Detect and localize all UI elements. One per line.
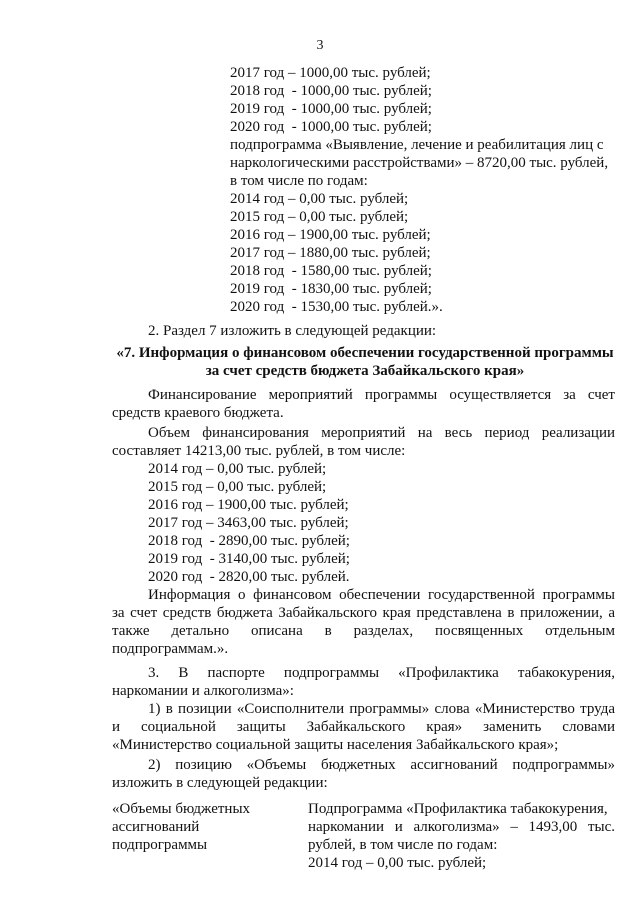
paragraph-line: Информация о финансовом обеспечении государственной программы	[148, 587, 615, 603]
subitem-1-line: 1) в позиции «Соисполнители программы» слова «Министерство труда	[148, 701, 615, 717]
paragraph-line: составляет 14213,00 тыс. рублей, в том числе:	[112, 443, 406, 459]
subitem-2-line: изложить в следующей редакции:	[112, 775, 328, 791]
text-line: наркологическими расстройствами» – 8720,00 тыс. рублей,	[230, 155, 609, 171]
table-right-cell: рублей, в том числе по годам:	[308, 837, 498, 853]
item-3-line: 3. В паспорте подпрограммы «Профилактика табакокурения,	[148, 665, 615, 681]
text-line: 2014 год – 0,00 тыс. рублей;	[230, 191, 409, 207]
paragraph-line: Объем финансирования мероприятий на весь период реализации	[148, 425, 615, 441]
text-line: 2018 год - 1000,00 тыс. рублей;	[230, 83, 432, 99]
table-right-cell: Подпрограмма «Профилактика табакокурения,	[308, 801, 608, 817]
subitem-1-line: «Министерство социальной защиты населения Забайкальского края»;	[112, 737, 559, 753]
year-line: 2015 год – 0,00 тыс. рублей;	[148, 479, 327, 495]
paragraph-line: подпрограммам.».	[112, 641, 229, 657]
subitem-1-line: и социальной защиты Забайкальского края» заменить словами	[112, 719, 615, 735]
text-line: 2020 год - 1530,00 тыс. рублей.».	[230, 299, 443, 315]
text-line: 2017 год – 1000,00 тыс. рублей;	[230, 65, 431, 81]
item-3-line: наркомании и алкоголизма»:	[112, 683, 294, 699]
year-line: 2014 год – 0,00 тыс. рублей;	[148, 461, 327, 477]
text-line: 2019 год - 1000,00 тыс. рублей;	[230, 101, 432, 117]
table-left-cell: ассигнований	[112, 819, 200, 835]
text-line: 2020 год - 1000,00 тыс. рублей;	[230, 119, 432, 135]
table-left-cell: «Объемы бюджетных	[112, 801, 251, 817]
table-right-cell: 2014 год – 0,00 тыс. рублей;	[308, 855, 487, 871]
text-line: 2017 год – 1880,00 тыс. рублей;	[230, 245, 431, 261]
section-title: за счет средств бюджета Забайкальского края»	[205, 363, 525, 379]
item-2: 2. Раздел 7 изложить в следующей редакции:	[148, 323, 437, 339]
year-line: 2016 год – 1900,00 тыс. рублей;	[148, 497, 349, 513]
text-line: подпрограмма «Выявление, лечение и реабилитация лиц с	[230, 137, 604, 153]
text-line: 2019 год - 1830,00 тыс. рублей;	[230, 281, 432, 297]
paragraph-line: за счет средств бюджета Забайкальского края представлена в приложении, а	[112, 605, 615, 621]
paragraph-line: Финансирование мероприятий программы осуществляется за счет	[148, 387, 615, 403]
subitem-2-line: 2) позицию «Объемы бюджетных ассигнований подпрограммы»	[148, 757, 615, 773]
year-line: 2020 год - 2820,00 тыс. рублей.	[148, 569, 350, 585]
table-right-cell: наркомании и алкоголизма» – 1493,00 тыс.	[308, 819, 615, 835]
year-line: 2019 год - 3140,00 тыс. рублей;	[148, 551, 350, 567]
page-number: 3	[316, 38, 324, 53]
year-line: 2017 год – 3463,00 тыс. рублей;	[148, 515, 349, 531]
text-line: 2015 год – 0,00 тыс. рублей;	[230, 209, 409, 225]
section-title: «7. Информация о финансовом обеспечении государственной программы	[116, 345, 614, 361]
year-line: 2018 год - 2890,00 тыс. рублей;	[148, 533, 350, 549]
text-line: в том числе по годам:	[230, 173, 368, 189]
text-line: 2018 год - 1580,00 тыс. рублей;	[230, 263, 432, 279]
text-line: 2016 год – 1900,00 тыс. рублей;	[230, 227, 431, 243]
paragraph-line: также детально описана в разделах, посвященных отдельным	[112, 623, 615, 639]
table-left-cell: подпрограммы	[112, 837, 208, 853]
paragraph-line: средств краевого бюджета.	[112, 405, 284, 421]
